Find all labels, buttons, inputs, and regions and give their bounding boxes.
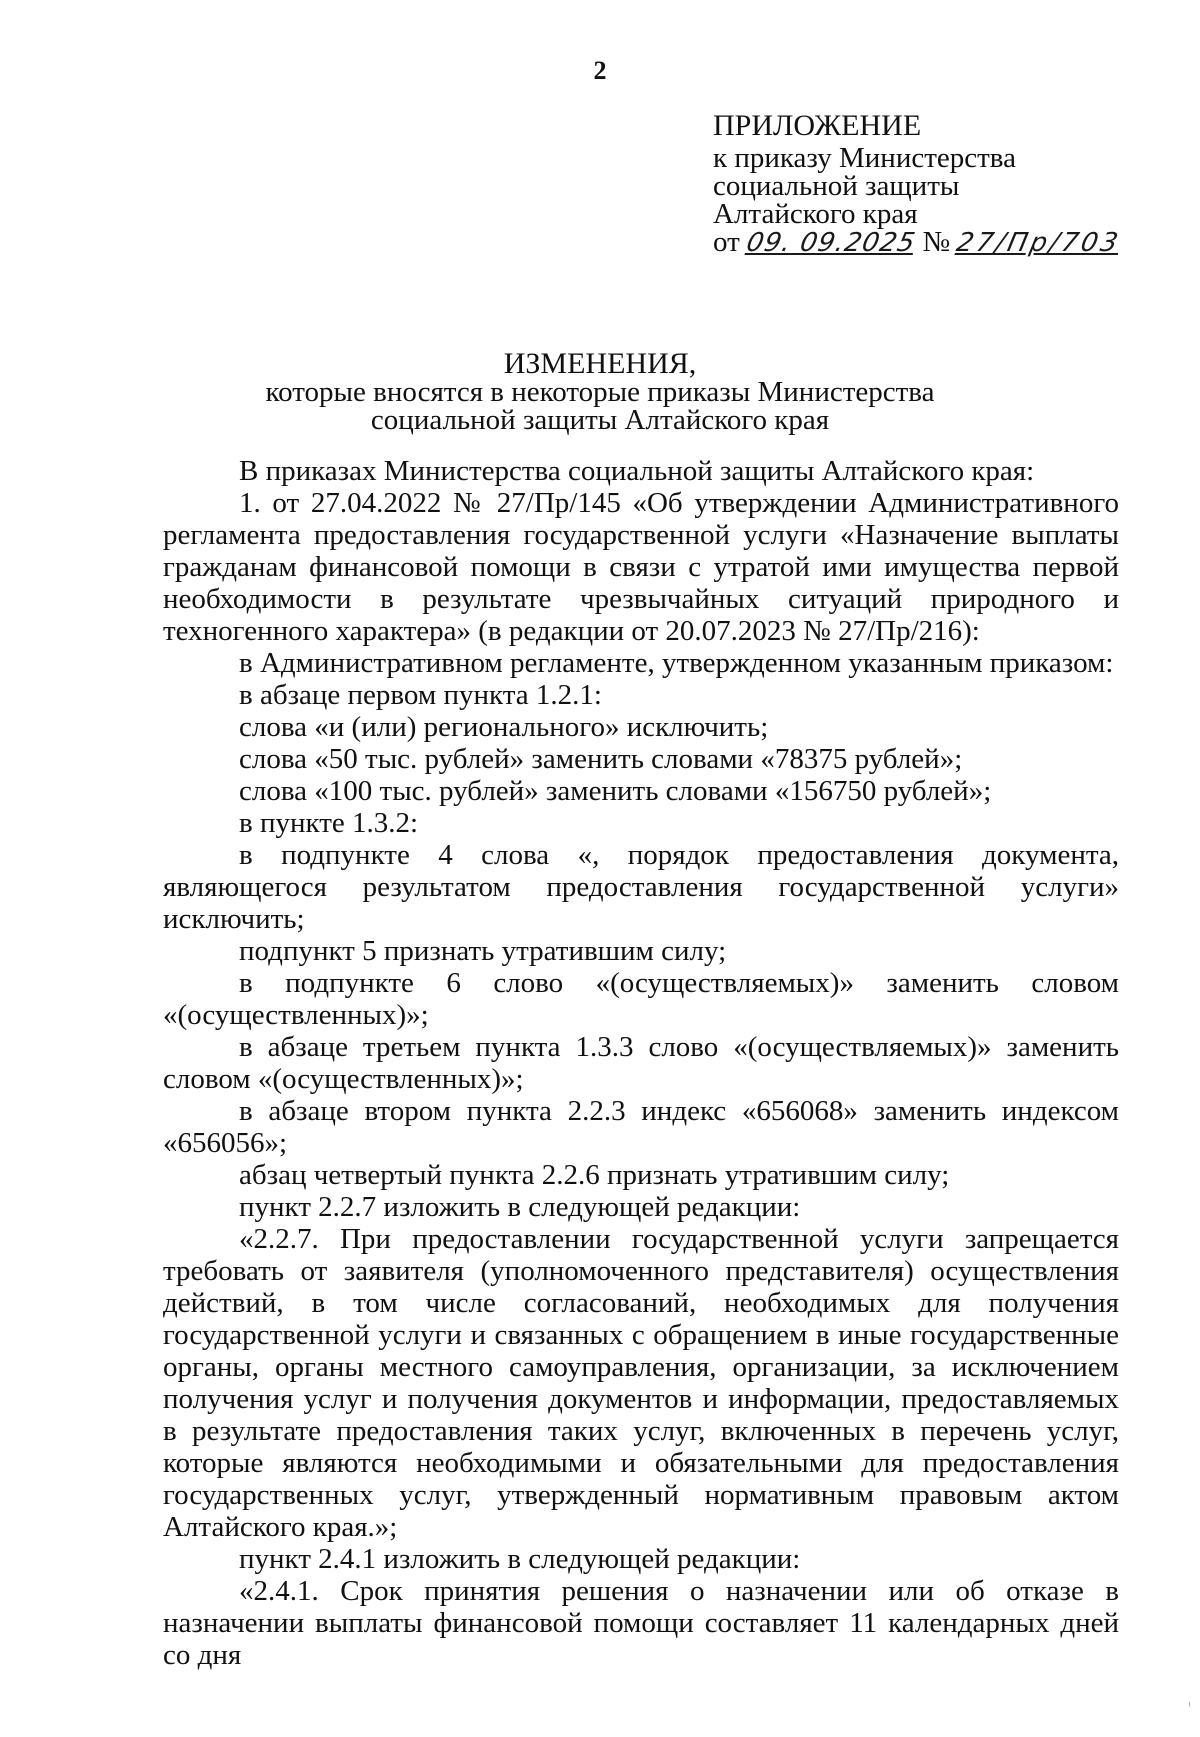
paragraph-quote-2-4-1: «2.4.1. Срок принятия решения о назначении или об отказе в назначении выплаты финансовой помощи составляет 11 календарных дней со дня [163, 1575, 1119, 1671]
appendix-date-line [713, 226, 1124, 258]
number-prefix: № [922, 226, 951, 258]
paragraph: слова «50 тыс. рублей» заменить словами «78375 рублей»; [239, 743, 963, 775]
paragraph: в подпункте 4 слова «, порядок предоставления документа, являющегося результатом предоставления государственной услуги» исключить; [163, 839, 1119, 935]
scan-edge-mark: ᵎ [1189, 1700, 1191, 1711]
appendix-line-1: к приказу Министерства [713, 142, 1016, 174]
paragraph: в абзаце третьем пункта 1.3.3 слово «(осуществляемых)» заменить словом «(осуществленных)»; [163, 1031, 1119, 1095]
paragraph: слова «и (или) регионального» исключить; [239, 711, 769, 743]
paragraph-item-1: 1. от 27.04.2022 № 27/Пр/145 «Об утверждении Административного регламента предоставления государственной услуги «Назначение выплаты гражданам финансовой помощи в связи с утратой ими имущества первой необходимости в результате чрезвычайных ситуаций природного и техногенного характера» (в редакции от 20.07.2023 № 27/Пр/216): [163, 487, 1119, 647]
paragraph: в абзаце втором пункта 2.2.3 индекс «656068» заменить индексом «656056»; [163, 1095, 1119, 1159]
document-body [163, 455, 1119, 1671]
appendix-line-2: социальной защиты [713, 170, 960, 202]
paragraph: в пункте 1.3.2: [239, 807, 419, 839]
paragraph: в абзаце первом пункта 1.2.1: [239, 679, 602, 711]
paragraph: слова «100 тыс. рублей» заменить словами «156750 рублей»; [239, 775, 992, 807]
date-prefix: от [713, 226, 740, 258]
paragraph: пункт 2.4.1 изложить в следующей редакции: [239, 1543, 801, 1575]
paragraph-quote-2-2-7: «2.2.7. При предоставлении государственной услуги запрещается требовать от заявителя (уполномоченного представителя) осуществления действий, в том числе согласований, необходимых для получения государственной услуги и связанных с обращением в иные государственные органы, органы местного самоуправления, организации, за исключением получения услуг и получения документов и информации, предоставляемых в результате предоставления таких услуг, включенных в перечень услуг, которые являются необходимыми и обязательными для предоставления государственных услуг, утвержденный нормативным правовым актом Алтайского края.»; [163, 1223, 1119, 1543]
appendix-block [713, 109, 1124, 258]
paragraph: подпункт 5 признать утратившим силу; [239, 935, 727, 967]
document-subtitle-line-2: социальной защиты Алтайского края [370, 404, 830, 436]
document-title-block [0, 347, 1200, 436]
paragraph: в подпункте 6 слово «(осуществляемых)» заменить словом «(осуществленных)»; [163, 967, 1119, 1031]
paragraph-intro: В приказах Министерства социальной защиты Алтайского края: [239, 455, 1035, 487]
paragraph: пункт 2.2.7 изложить в следующей редакции: [239, 1191, 801, 1223]
document-subtitle-line-1: которые вносятся в некоторые приказы Министерства [265, 376, 935, 408]
appendix-line-3: Алтайского края [713, 198, 918, 230]
paragraph: в Административном регламенте, утвержденном указанным приказом: [239, 647, 1114, 679]
paragraph: абзац четвертый пункта 2.2.6 признать утратившим силу; [239, 1159, 950, 1191]
page-number: 2 [593, 56, 607, 85]
document-title: ИЗМЕНЕНИЯ, [503, 347, 697, 380]
appendix-heading: ПРИЛОЖЕНИЕ [713, 109, 922, 142]
handwritten-date: 09. 09.2025 [743, 228, 919, 258]
handwritten-number: 27/Пр/703 [954, 228, 1124, 258]
